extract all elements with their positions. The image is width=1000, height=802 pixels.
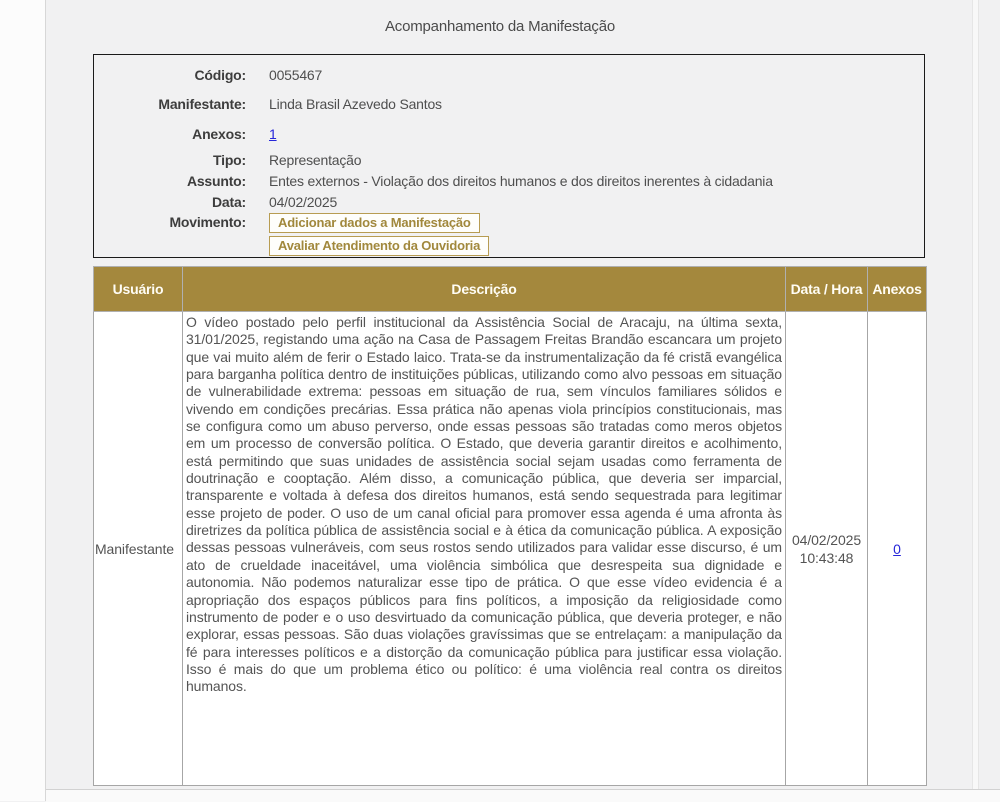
anexos-count-link[interactable]: 1 [269, 126, 277, 142]
right-edge-divider [972, 0, 979, 801]
table-row [94, 312, 927, 786]
manifestation-history-table [93, 266, 927, 786]
field-row-manifestante [94, 94, 924, 114]
table-header-descricao: Descrição [183, 267, 786, 312]
table-header-row [94, 267, 927, 312]
field-value-manifestante: Linda Brasil Azevedo Santos [269, 96, 442, 112]
field-row-movimento-2 [94, 235, 924, 256]
row-anexos-link[interactable]: 0 [893, 540, 901, 557]
table-header-anexos: Anexos [868, 267, 927, 312]
user-cell: Manifestante [94, 312, 183, 786]
field-value-assunto: Entes externos - Violação dos direitos humanos e dos direitos inerentes à cidadania [269, 173, 773, 189]
field-label-data: Data: [211, 194, 246, 210]
evaluate-ouvidoria-button[interactable]: Avaliar Atendimento da Ouvidoria [269, 236, 489, 256]
field-label-movimento: Movimento: [169, 214, 246, 230]
description-cell [183, 312, 786, 786]
details-panel [93, 54, 925, 258]
anexos-cell [868, 312, 927, 786]
field-row-data [94, 192, 924, 212]
field-row-movimento [94, 212, 924, 233]
field-value-codigo: 0055467 [269, 67, 323, 83]
field-label-tipo: Tipo: [213, 152, 246, 168]
add-manifestation-data-button[interactable]: Adicionar dados a Manifestação [269, 213, 480, 233]
page-bottom-divider [46, 789, 1000, 802]
page-left-margin [0, 0, 46, 801]
table-header-data-hora: Data / Hora [786, 267, 868, 312]
description-text: O vídeo postado pelo perfil institucional da Assistência Social de Aracaju, na última sexta, 31/01/2025, registando uma ação na Casa de Passagem Freitas Brandão escancara um projeto que vai muito além de ferir o Estado laico. Trata-se da instrumentalização da fé cristã evangélica para barganha política dentro de instituições públicas, utilizando como alvo pessoas em situação de vulnerabilidade extrema: pessoas em situação de rua, sem vínculos familiares sólidos e vivendo em condições precárias. Essa prática não apenas viola princípios constitucionais, mas se configura como um abuso perverso, onde essas pessoas são tratadas como meros objetos em um processo de conversão política. O Estado, que deveria garantir direitos e acolhimento, está permitindo que suas unidades de assistência social sejam usadas como ferramenta de doutrinação e cooptação. Além disso, a comunicação pública, que deveria ser imparcial, transparente e voltada à defesa dos direitos humanos, está sendo sequestrada para legitimar esse projeto de poder. O uso de um canal oficial para promover essa agenda é uma afronta às diretrizes da política pública de assistência social e à ética da comunicação pública. A exposição dessas pessoas vulneráveis, com seus rostos sendo utilizados para validar esse discurso, é um ato de crueldade inaceitável, uma violência simbólica que desrespeita sua dignidade e autonomia. Não podemos naturalizar esse tipo de prática. O que esse vídeo evidencia é a apropriação dos espaços públicos para fins políticos, a imposição da religiosidade como instrumento de poder e o uso desvirtuado da comunicação pública, que deveria proteger, e não explorar, essas pessoas. São duas violações gravíssimas que se entrelaçam: a manipulação da fé para interesses políticos e a distorção da comunicação pública para justificar essa violação. Isso é mais do que um problema ético ou político: é uma violência real contra os direitos humanos. [186, 314, 782, 695]
page-title: Acompanhamento da Manifestação [385, 18, 615, 35]
table-header-usuario: Usuário [94, 267, 183, 312]
movimento-actions [246, 212, 480, 233]
field-label-assunto: Assunto: [186, 173, 246, 189]
datetime-cell: 04/02/2025 10:43:48 [786, 312, 868, 786]
field-row-anexos [94, 124, 924, 144]
field-row-tipo [94, 150, 924, 170]
field-row-assunto [94, 171, 924, 191]
field-label-anexos: Anexos: [192, 126, 246, 142]
field-value-data: 04/02/2025 [269, 194, 338, 210]
field-label-manifestante: Manifestante: [158, 96, 246, 112]
field-row-codigo [94, 65, 924, 85]
field-value-anexos [246, 124, 277, 144]
field-label-codigo: Código: [194, 67, 246, 83]
field-value-tipo: Representação [269, 152, 362, 168]
